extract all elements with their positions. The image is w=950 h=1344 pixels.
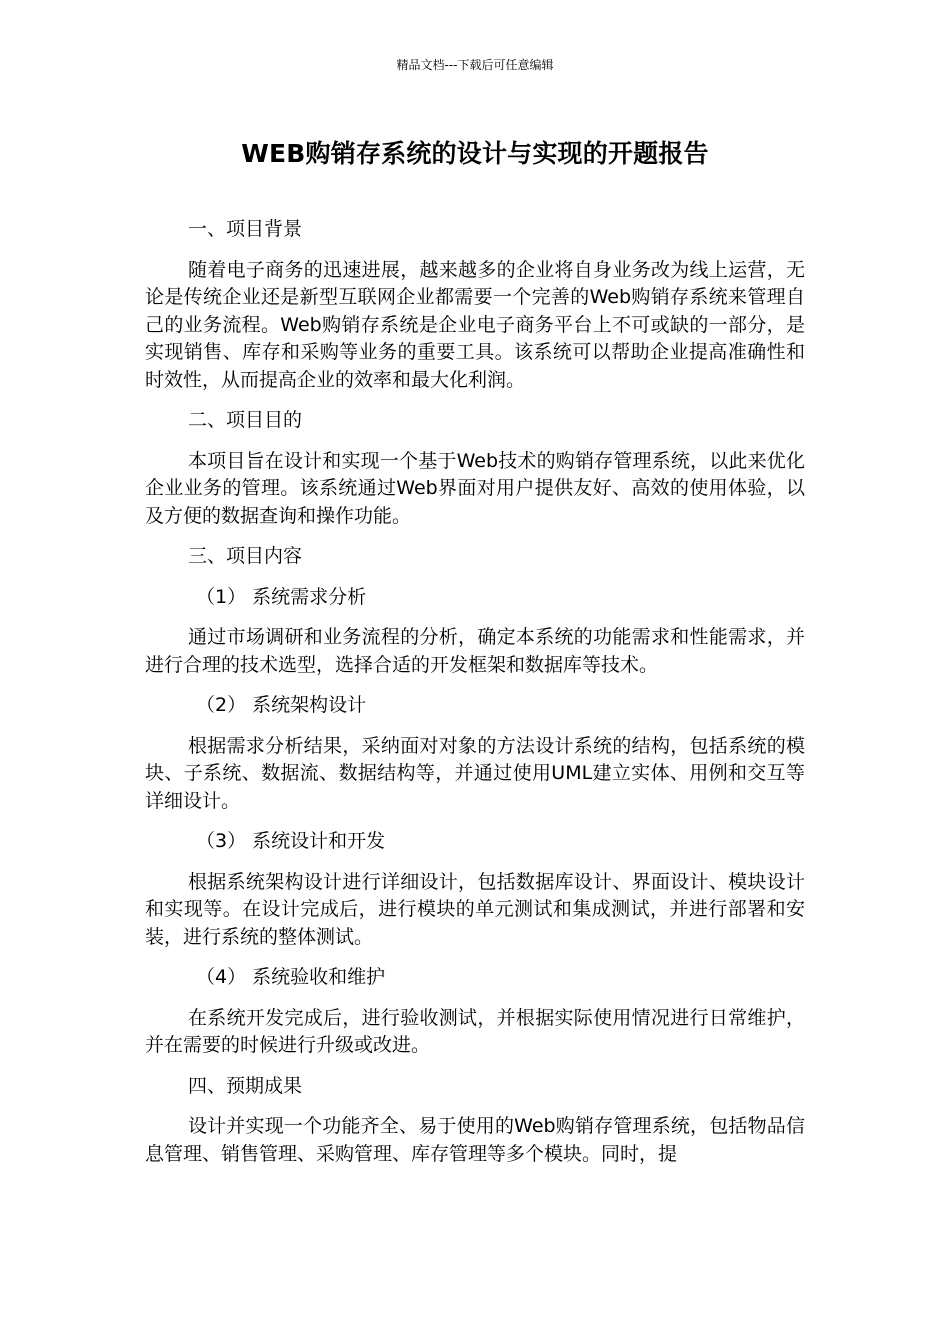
paragraph-architecture: 根据需求分析结果，采纳面对对象的方法设计系统的结构，包括系统的模块、子系统、数据流、数据结构等，并通过使用UML建立实体、用例和交互等详细设计。 xyxy=(145,734,805,812)
paragraph-background: 随着电子商务的迅速进展，越来越多的企业将自身业务改为线上运营，无论是传统企业还是新型互联网企业都需要一个完善的Web购销存系统来管理自己的业务流程。Web购销存系统是企业电子商务平台上不可或缺的一部分，是实现销售、库存和采购等业务的重要工具。该系统可以帮助企业提高准确性和时效性，从而提高企业的效率和最大化利润。 xyxy=(145,258,805,391)
subsection-heading-development: （3） 系统设计和开发 xyxy=(196,830,386,852)
section-heading-content: 三、项目内容 xyxy=(188,545,303,567)
document-title: WEB购销存系统的设计与实现的开题报告 xyxy=(241,139,709,168)
subsection-heading-maintenance: （4） 系统验收和维护 xyxy=(196,966,386,988)
section-heading-background: 一、项目背景 xyxy=(188,218,303,240)
section-heading-purpose: 二、项目目的 xyxy=(188,409,303,431)
subsection-heading-architecture: （2） 系统架构设计 xyxy=(196,694,367,716)
subsection-heading-requirements: （1） 系统需求分析 xyxy=(196,585,367,608)
paragraph-requirements: 通过市场调研和业务流程的分析，确定本系统的功能需求和性能需求，并进行合理的技术选型，选择合适的开发框架和数据库等技术。 xyxy=(145,626,805,676)
section-heading-outcomes: 四、预期成果 xyxy=(188,1074,303,1097)
paragraph-purpose: 本项目旨在设计和实现一个基于Web技术的购销存管理系统，以此来优化企业业务的管理。该系统通过Web界面对用户提供友好、高效的使用体验，以及方便的数据查询和操作功能。 xyxy=(145,449,805,527)
paragraph-development: 根据系统架构设计进行详细设计，包括数据库设计、界面设计、模块设计和实现等。在设计完成后，进行模块的单元测试和集成测试，并进行部署和安装，进行系统的整体测试。 xyxy=(145,870,805,948)
paragraph-maintenance: 在系统开发完成后，进行验收测试，并根据实际使用情况进行日常维护，并在需要的时候进行升级或改进。 xyxy=(145,1006,805,1056)
page-header: 精品文档---下载后可任意编辑 xyxy=(396,58,554,72)
paragraph-outcomes: 设计并实现一个功能齐全、易于使用的Web购销存管理系统，包括物品信息管理、销售管理、采购管理、库存管理等多个模块。同时，提 xyxy=(145,1115,805,1165)
document-body xyxy=(145,216,805,1181)
